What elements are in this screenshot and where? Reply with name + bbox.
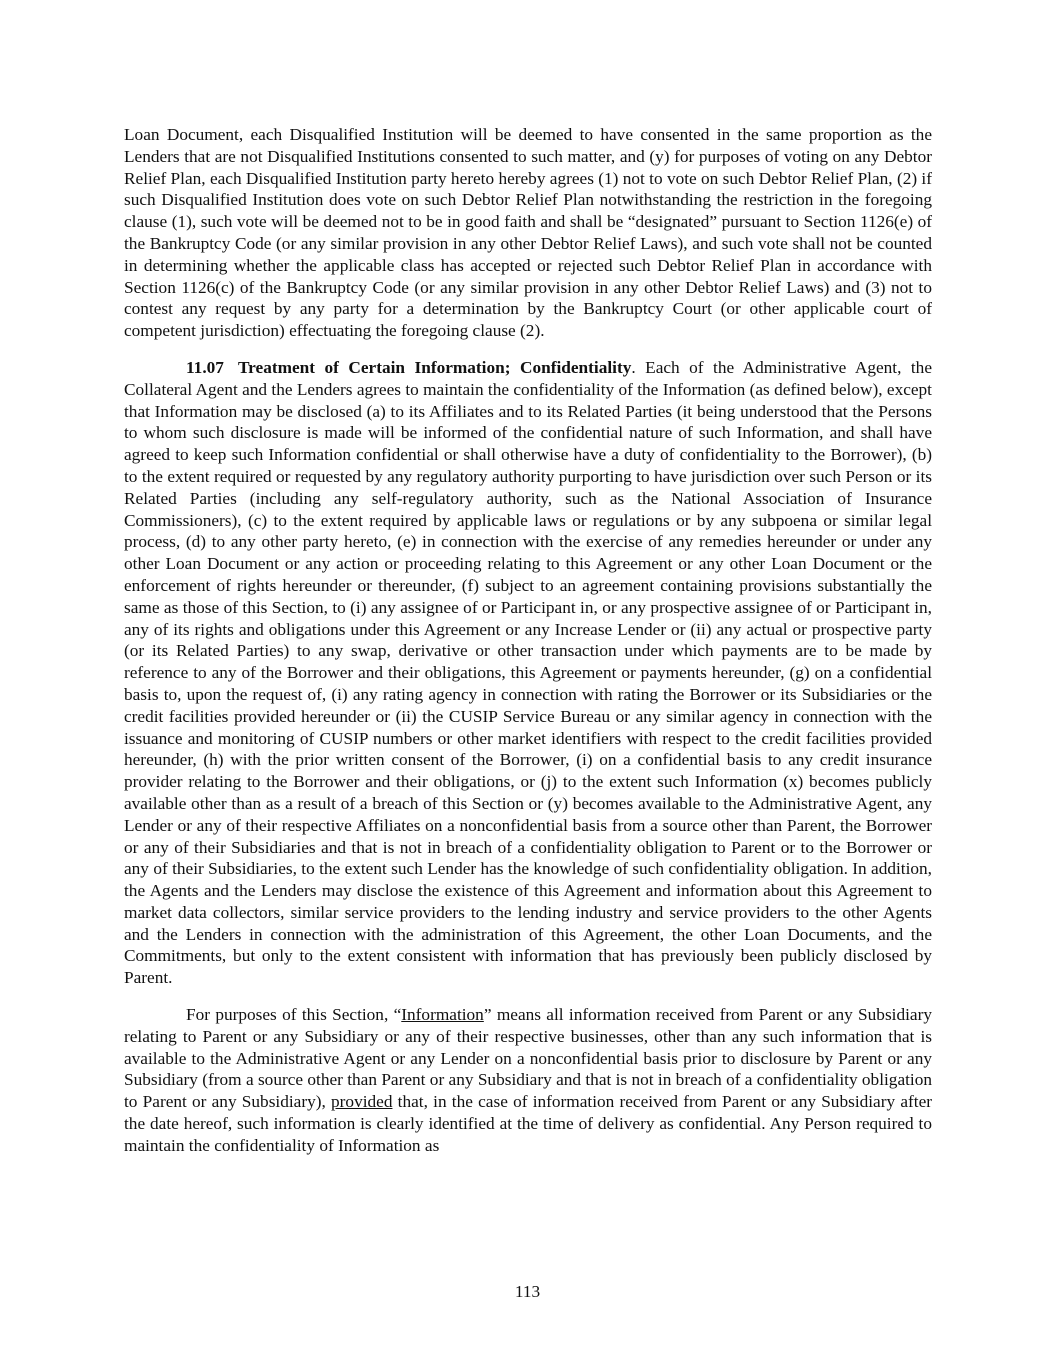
definition-tail: that, in the case of information received from Parent or any Subsidiary after the date hereof, such information is clearly identified at the time of delivery as confidential. Any Person required to maintain the confidentiality of Information as xyxy=(124,1092,932,1155)
section-title: Treatment of Certain Information; Confidentiality xyxy=(237,357,632,377)
page-number: 113 xyxy=(514,1282,541,1301)
section-body: . Each of the Administrative Agent, the Collateral Agent and the Lenders agrees to maintain the confidentiality of the Information (as defined below), except that Information may be disclosed (a) to its Affiliates and to its Related Parties (it being understood that the Persons to whom such disclosure is made will be informed of the confidential nature of such Information, and shall have agreed to keep such Information confidential or shall otherwise have a duty of confidentiality to the Borrower), (b) to the extent required or requested by any regulatory authority purporting to have jurisdiction over such Person or its Related Parties (including any self-regulatory authority, such as the National Association of Insurance Commissioners), (c) to the extent required by applicable laws or regulations or by any subpoena or similar legal process, (d) to any other party hereto, (e) in connection with the exercise of any remedies hereunder or under any other Loan Document or any action or proceeding relating to this Agreement or any other Loan Document or the enforcement of rights hereunder or thereunder, (f) subject to an agreement containing provisions substantially the same as those of this Section, to (i) any assignee of or Participant in, or any prospective assignee of or Participant in, any of its rights and obligations under this Agreement or any Increase Lender or (ii) any actual or prospective party (or its Related Parties) to any swap, derivative or other transaction under which payments are to be made by reference to any of the Borrower and their obligations, this Agreement or payments hereunder, (g) on a confidential basis to, upon the request of, (i) any rating agency in connection with rating the Borrower or its Subsidiaries or the credit facilities provided hereunder or (ii) the CUSIP Service Bureau or any similar agency in connection with the issuance and monitoring of CUSIP numbers or other market identifiers with respect to the credit facilities provided hereunder, (h) with the prior written consent of the Borrower, (i) on a confidential basis to any credit insurance provider relating to the Borrower and their obligations, or (j) to the extent such Information (x) becomes publicly available other than as a result of a breach of this Section or (y) becomes available to the Administrative Agent, any Lender or any of their respective Affiliates on a nonconfidential basis from a source other than Parent, the Borrower or any of their Subsidiaries and that is not in breach of a confidentiality obligation to Parent or to the Borrower or any of their Subsidiaries, to the extent such Lender has the knowledge of such confidentiality obligation. In addition, the Agents and the Lenders may disclose the existence of this Agreement and information about this Agreement to market data collectors, similar service providers to the lending industry and service providers to the other Agents and the Lenders in connection with the administration of this Agreement, the other Loan Documents, and the Commitments, but only to the extent consistent with information that has previously been publicly disclosed by Parent. xyxy=(124,357,932,988)
document-page xyxy=(124,124,932,1157)
provided-term: provided xyxy=(331,1092,393,1112)
information-definition-paragraph xyxy=(124,1004,932,1157)
definition-lead: For purposes of this Section, “ xyxy=(186,1005,402,1025)
section-11-07-paragraph xyxy=(124,357,932,989)
section-number: 11.07 xyxy=(186,357,224,377)
paragraph-spacer xyxy=(124,989,932,1004)
definition-middle: ” means all information received from Parent or any Subsidiary relating to Parent or any Subsidiary or any of their respective businesses, other than any such information that is available to the Administrative Agent or any Lender on a nonconfidential basis prior to disclosure by Parent or any Subsidiary (from a source other than Parent or any Subsidiary and that is not in breach of a confidentiality obligation to Parent or any Subsidiary), xyxy=(124,1005,932,1112)
continuation-paragraph: Loan Document, each Disqualified Institution will be deemed to have consented in the same proportion as the Lenders that are not Disqualified Institutions consented to such matter, and (y) for purposes of voting on any Debtor Relief Plan, each Disqualified Institution party hereto hereby agrees (1) not to vote on such Debtor Relief Plan, (2) if such Disqualified Institution does vote on such Debtor Relief Plan notwithstanding the restriction in the foregoing clause (1), such vote will be deemed not to be in good faith and shall be “designated” pursuant to Section 1126(e) of the Bankruptcy Code (or any similar provision in any other Debtor Relief Laws), and such vote shall not be counted in determining whether the applicable class has accepted or rejected such Debtor Relief Plan in accordance with Section 1126(c) of the Bankruptcy Code (or any similar provision in any other Debtor Relief Laws) and (3) not to contest any request by any party for a determination by the Bankruptcy Court (or other applicable court of competent jurisdiction) effectuating the foregoing clause (2). xyxy=(124,125,932,341)
paragraph-spacer xyxy=(124,342,932,357)
defined-term-information: Information xyxy=(401,1005,484,1025)
